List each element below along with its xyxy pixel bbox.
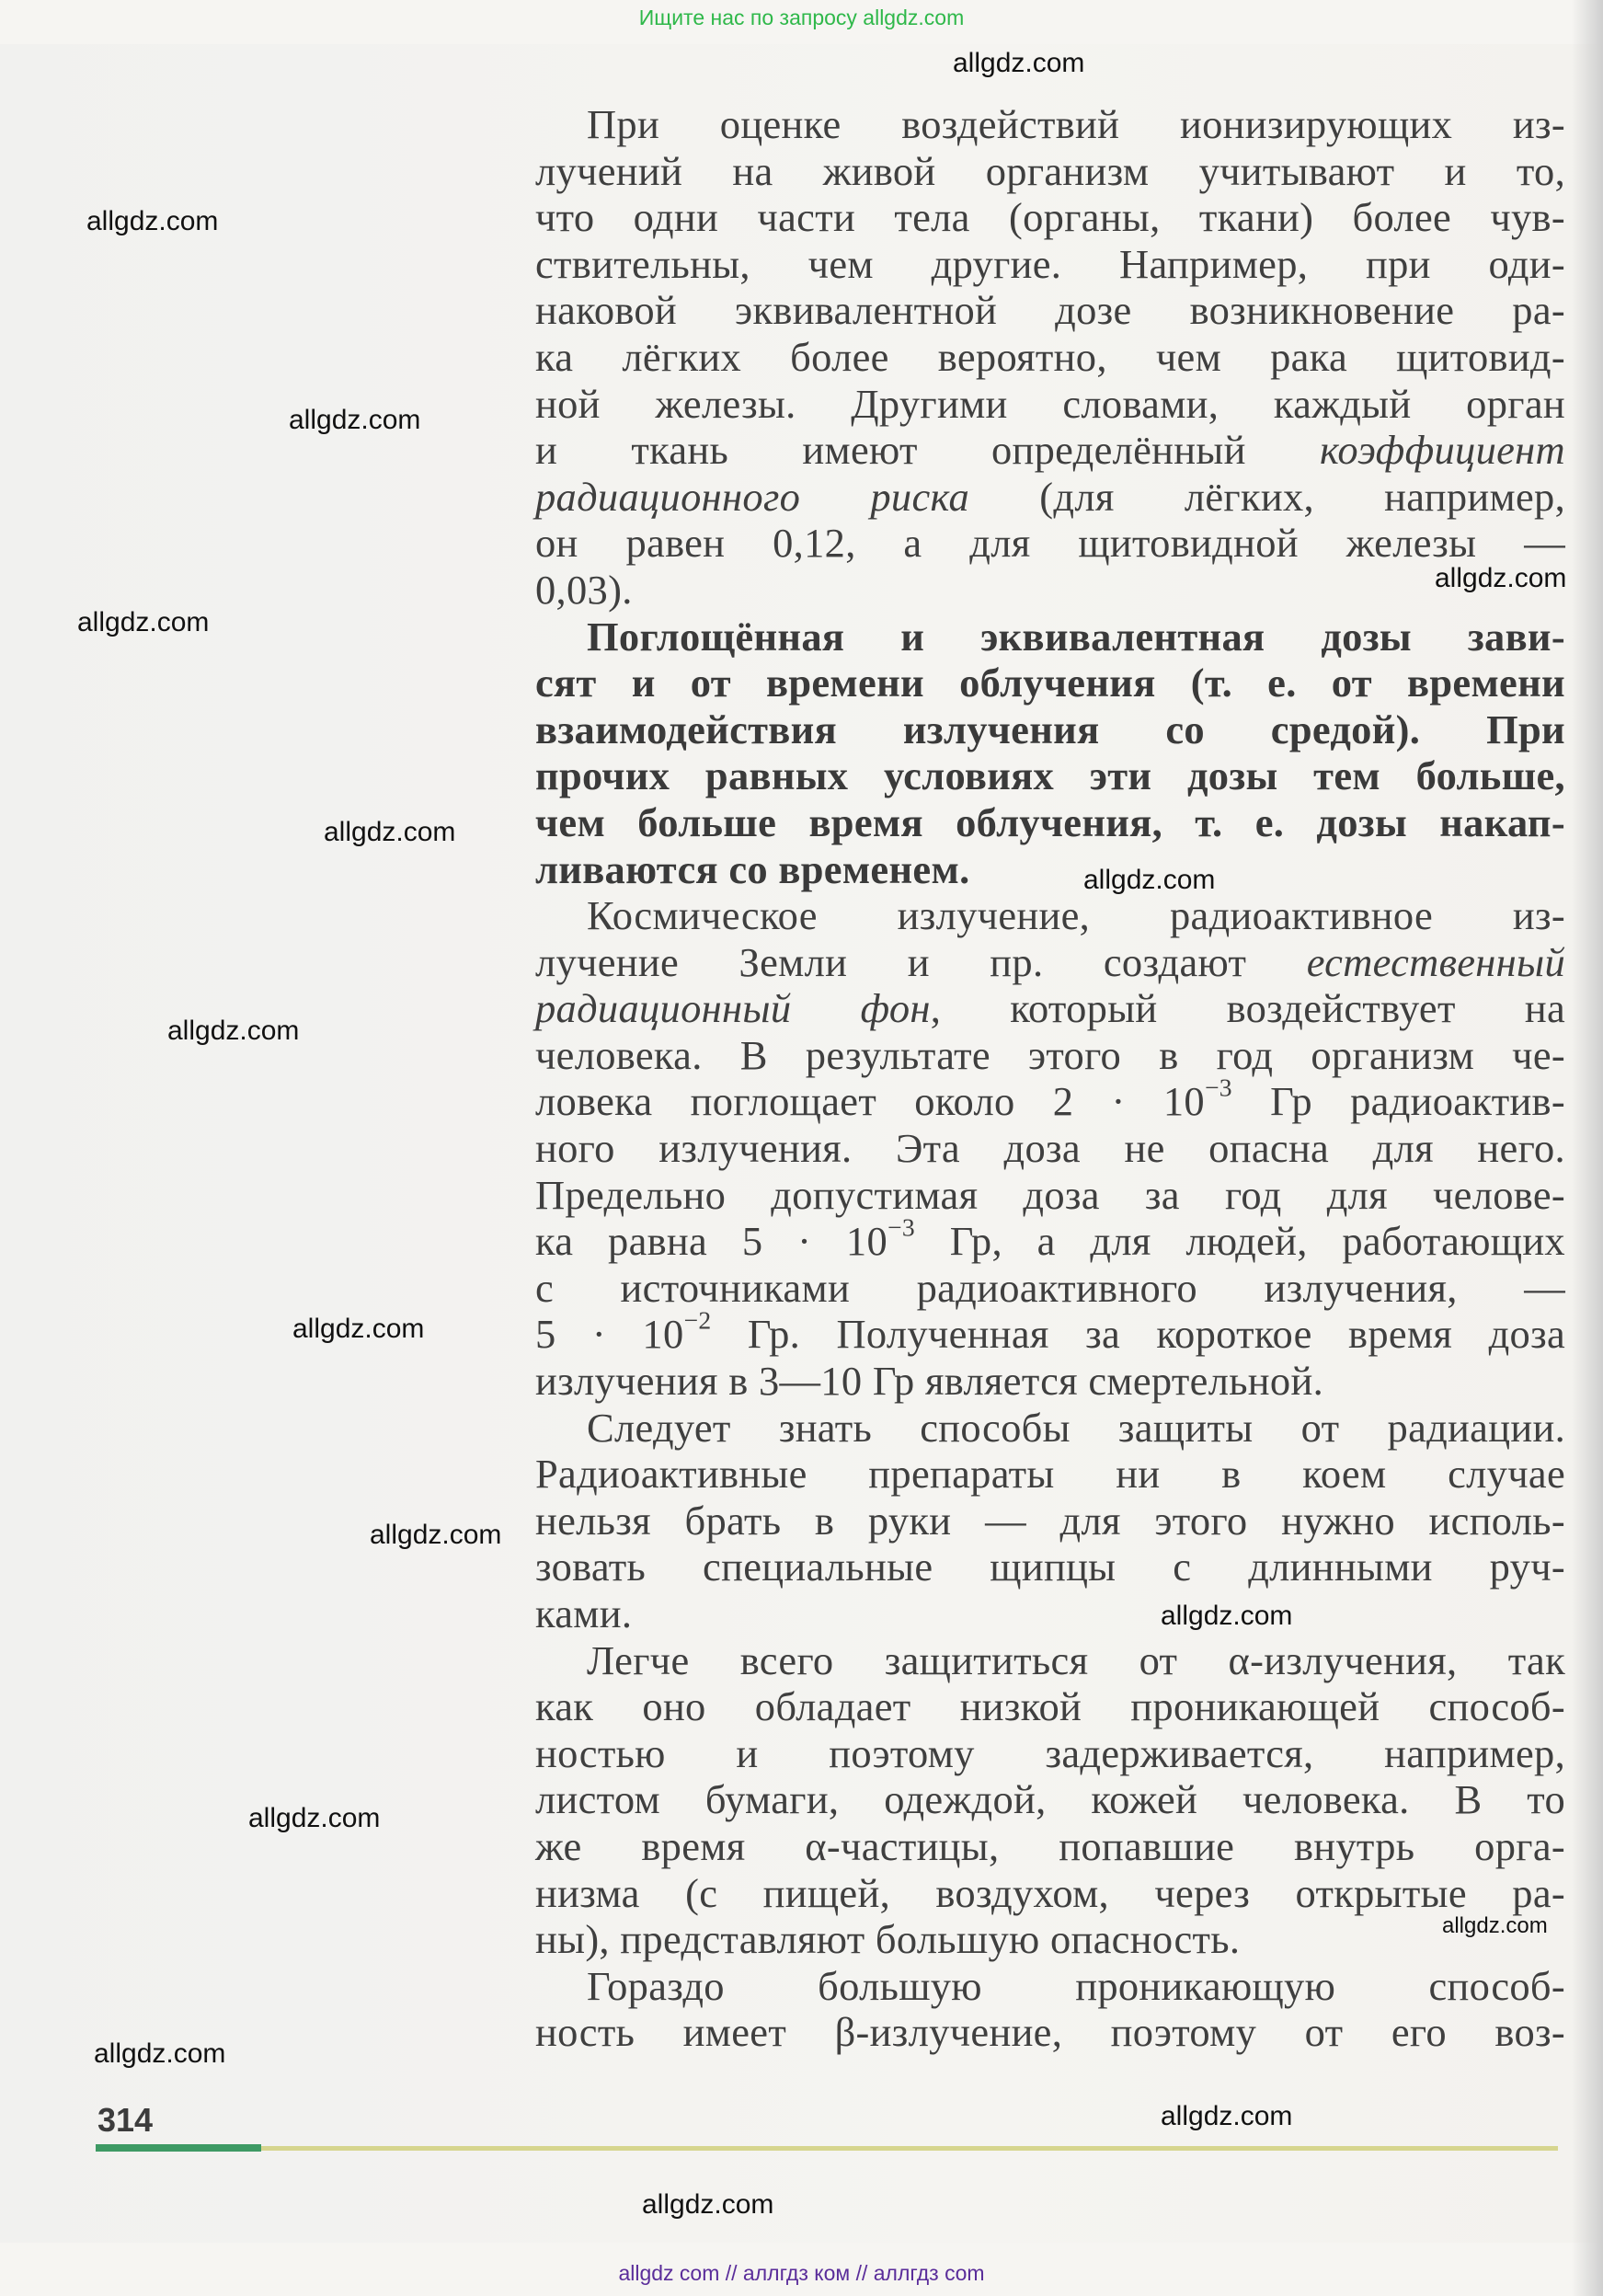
watermark: allgdz.com bbox=[1161, 1601, 1293, 1631]
text-run: Гр, а для людей, работающих bbox=[914, 1218, 1565, 1265]
watermark: allgdz.com bbox=[642, 2189, 774, 2220]
paragraph-dose-time bbox=[535, 614, 1565, 893]
watermark: allgdz.com bbox=[248, 1803, 381, 1833]
text-line bbox=[535, 1305, 1565, 1358]
text-line: ного излучения. Эта доза не опасна для него. bbox=[535, 1125, 1565, 1172]
textbook-body bbox=[535, 101, 1565, 2056]
text-line: Предельно допустимая доза за год для челове- bbox=[535, 1171, 1565, 1218]
watermark: allgdz.com bbox=[86, 206, 219, 236]
paragraph-alpha bbox=[535, 1637, 1565, 1963]
watermark: allgdz.com bbox=[1435, 563, 1567, 593]
text-line: ной железы. Другими словами, каждый орган bbox=[535, 380, 1565, 427]
text-run: Гр. Полученная за короткое время доза bbox=[711, 1311, 1565, 1358]
text-line: же время α-частицы, попавшие внутрь орга- bbox=[535, 1822, 1565, 1869]
watermark: allgdz.com bbox=[94, 2038, 226, 2069]
text-line bbox=[535, 985, 1565, 1032]
text-line: человека. В результате этого в год организм че- bbox=[535, 1031, 1565, 1078]
text-run: 5 · 10 bbox=[535, 1311, 684, 1358]
page-edge-shadow bbox=[1572, 0, 1603, 2296]
footer-rule-accent bbox=[96, 2144, 261, 2152]
text-line: ливаются со временем. bbox=[535, 845, 970, 892]
exponent: −3 bbox=[1204, 1073, 1232, 1102]
watermark: allgdz.com bbox=[1442, 1913, 1548, 1938]
exponent: −3 bbox=[887, 1212, 915, 1242]
text-run: лучение Земли и пр. создают bbox=[535, 938, 1307, 985]
text-line bbox=[535, 1073, 1565, 1125]
text-line: взаимодействия излучения со средой). При bbox=[535, 706, 1565, 752]
text-line: При оценке воздействий ионизирующих из- bbox=[587, 101, 1565, 147]
text-run: ловека поглощает около 2 · 10 bbox=[535, 1078, 1205, 1125]
text-line: ками. bbox=[535, 1590, 633, 1636]
text-line: Поглощённая и эквивалентная дозы зави- bbox=[587, 613, 1565, 660]
watermark: allgdz.com bbox=[1083, 865, 1216, 895]
watermark: allgdz.com bbox=[77, 607, 210, 637]
watermark: allgdz.com bbox=[167, 1016, 300, 1046]
paragraph-protection bbox=[535, 1405, 1565, 1637]
text-line bbox=[535, 474, 1565, 521]
text-line: ка лёгких более вероятно, чем рака щитовид- bbox=[535, 333, 1565, 380]
watermark: allgdz.com bbox=[292, 1314, 425, 1344]
text-line: зовать специальные щипцы с длинными руч- bbox=[535, 1544, 1565, 1590]
text-line bbox=[535, 427, 1565, 474]
text-line: Следует знать способы защиты от радиации. bbox=[587, 1404, 1565, 1451]
paragraph-radiation-risk bbox=[535, 101, 1565, 614]
watermark: allgdz.com bbox=[324, 817, 456, 847]
text-line: нельзя брать в руки — для этого нужно исполь- bbox=[535, 1497, 1565, 1544]
text-line: низма (с пищей, воздухом, через открытые ра- bbox=[535, 1869, 1565, 1916]
italic-term: радиационный фон bbox=[535, 985, 931, 1032]
page-number: 314 bbox=[97, 2101, 154, 2139]
footer-rule bbox=[261, 2146, 1558, 2151]
paragraph-beta bbox=[535, 1963, 1565, 2056]
text-line: Легче всего защититься от α-излучения, так bbox=[587, 1636, 1565, 1683]
watermark: allgdz.com bbox=[370, 1520, 502, 1550]
watermark: allgdz.com bbox=[289, 405, 421, 435]
paragraph-natural-background bbox=[535, 892, 1565, 1405]
text-line: чем больше время облучения, т. е. дозы накап- bbox=[535, 798, 1565, 845]
text-line: с источниками радиоактивного излучения, — bbox=[535, 1264, 1565, 1311]
top-banner[interactable]: Ищите нас по запросу allgdz.com bbox=[638, 6, 965, 29]
text-run: , который воздействует на bbox=[930, 985, 1566, 1032]
text-line: лучений на живой организм учитывают и то, bbox=[535, 147, 1565, 194]
text-line: ность имеет β-излучение, поэтому от его воз- bbox=[535, 2009, 1565, 2056]
text-line: Радиоактивные препараты ни в коем случае bbox=[535, 1451, 1565, 1498]
exponent: −2 bbox=[683, 1305, 712, 1335]
text-run: ка равна 5 · 10 bbox=[535, 1218, 888, 1265]
text-line: листом бумаги, одеждой, кожей человека. В то bbox=[535, 1776, 1565, 1823]
text-line: он равен 0,12, а для щитовидной железы — bbox=[535, 520, 1565, 567]
text-line: ны), представляют большую опасность. bbox=[535, 1916, 1241, 1963]
text-line: Космическое излучение, радиоактивное из- bbox=[587, 892, 1565, 939]
text-line: 0,03). bbox=[535, 566, 633, 613]
text-line: прочих равных условиях эти дозы тем больше, bbox=[535, 752, 1565, 799]
bottom-banner[interactable]: allgdz com // аллгдз ком // аллгдз com bbox=[618, 2261, 985, 2285]
watermark: allgdz.com bbox=[1161, 2101, 1293, 2131]
text-line: что одни части тела (органы, ткани) более чув- bbox=[535, 194, 1565, 241]
italic-term: естественный bbox=[1306, 938, 1565, 985]
text-run: и ткань имеют определённый bbox=[535, 427, 1320, 474]
text-line: сят и от времени облучения (т. е. от времени bbox=[535, 660, 1565, 706]
text-line bbox=[535, 939, 1565, 986]
italic-term: радиационного риска bbox=[535, 473, 970, 520]
text-run: Гр радиоактив- bbox=[1231, 1078, 1565, 1125]
text-line: излучения в 3—10 Гр является смертельной. bbox=[535, 1358, 1323, 1405]
watermark: allgdz.com bbox=[953, 48, 1085, 78]
text-line: как оно обладает низкой проникающей способ- bbox=[535, 1683, 1565, 1730]
text-line: ствительны, чем другие. Например, при оди- bbox=[535, 240, 1565, 287]
italic-term: коэффициент bbox=[1319, 427, 1565, 474]
text-run: (для лёгких, например, bbox=[969, 473, 1565, 520]
text-line: ностью и поэтому задерживается, например, bbox=[535, 1729, 1565, 1776]
text-line bbox=[535, 1212, 1565, 1265]
text-line: Гораздо большую проникающую способ- bbox=[587, 1962, 1565, 2009]
text-line: наковой эквивалентной дозе возникновение ра- bbox=[535, 287, 1565, 334]
